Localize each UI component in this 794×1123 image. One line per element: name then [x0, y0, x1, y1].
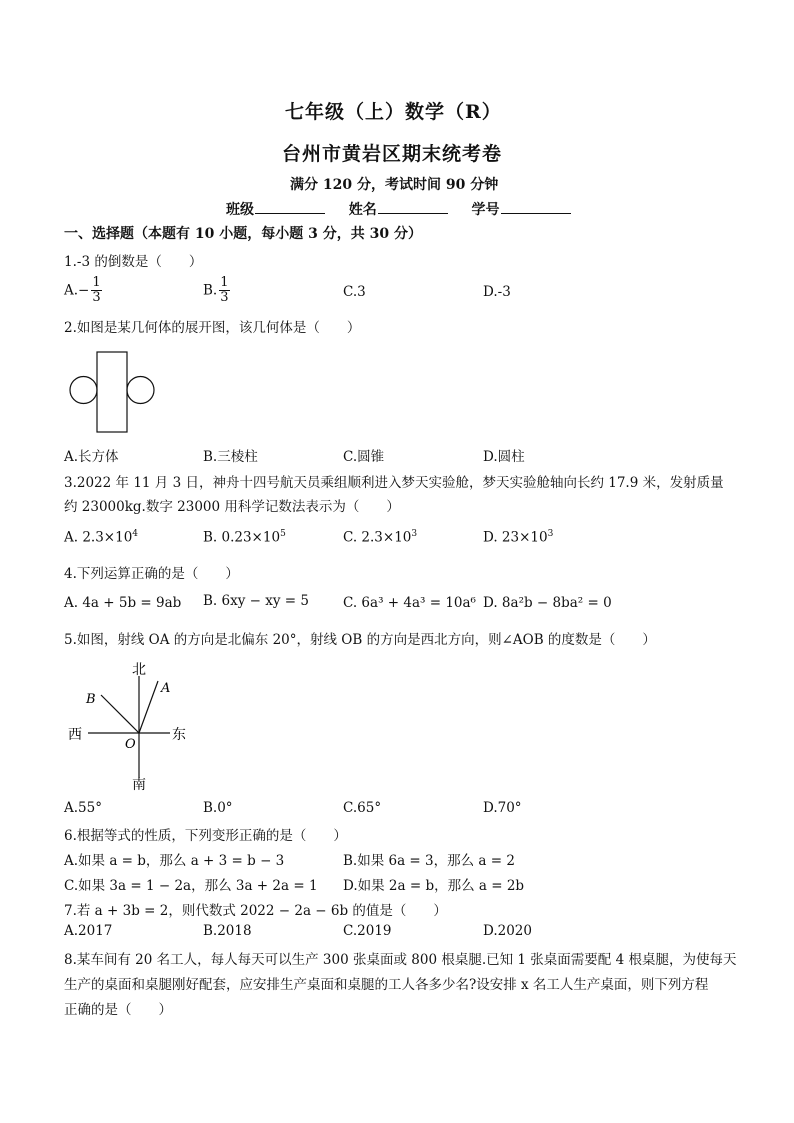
q3-option-c[interactable]: C. $2.3\times 10^3$ — [343, 529, 418, 546]
class-blank[interactable] — [255, 200, 325, 214]
west-label: 西 — [68, 727, 82, 743]
question-3-stem-line2: 约 23000kg.数字 23000 用科学记数法表示为（ ） — [64, 499, 400, 515]
question-8-stem-line3: 正确的是（ ） — [64, 1002, 172, 1018]
q2-option-a[interactable]: A.长方体 — [64, 449, 119, 465]
question-4-stem: 4.下列运算正确的是（ ） — [64, 566, 239, 582]
q7-option-b[interactable]: B.2018 — [203, 923, 252, 939]
q3-option-a[interactable]: A. $2.3\times 10^4$ — [64, 529, 139, 546]
question-5-stem: 5.如图，射线 OA 的方向是北偏东 20°，射线 OB 的方向是西北方向，则∠AOB 的度数是（ ） — [64, 632, 656, 648]
q5-option-d[interactable]: D.70° — [483, 800, 522, 816]
exam-title: 七年级（上）数学（R） — [285, 101, 502, 123]
north-label: 北 — [132, 662, 146, 678]
section-heading: 一、选择题（本题有 10 小题，每小题 3 分，共 30 分） — [64, 226, 422, 242]
question-2-stem: 2.如图是某几何体的展开图，该几何体是（ ） — [64, 320, 361, 336]
q1-option-b[interactable]: B. $\frac{1}{3}$ — [203, 275, 229, 305]
question-7-stem: 7.若 a + 3b = 2，则代数式 2022 − 2a − 6b 的值是（ ） — [64, 903, 447, 919]
q6-option-c[interactable]: C.如果 3a = 1 − 2a，那么 3a + 2a = 1 — [64, 878, 318, 894]
question-8-stem-line1: 8.某车间有 20 名工人，每人每天可以生产 300 张桌面或 800 根桌腿.已知 1 张桌面需要配 4 根桌腿，为使每天 — [64, 952, 737, 968]
q1-option-a[interactable]: A.− $\frac{1}{3}$ — [64, 275, 101, 305]
class-label: 班级 — [226, 202, 254, 218]
q1-option-c[interactable]: C.3 — [343, 284, 366, 300]
q7-option-a[interactable]: A.2017 — [64, 923, 113, 939]
q4-option-c[interactable]: C. 6a³ + 4a³ = 10a⁶ — [343, 595, 476, 611]
q5-option-a[interactable]: A.55° — [64, 800, 102, 816]
id-blank[interactable] — [501, 200, 571, 214]
cylinder-net-figure — [66, 348, 158, 436]
point-a-label: A — [161, 681, 171, 696]
q5-option-c[interactable]: C.65° — [343, 800, 382, 816]
east-label: 东 — [172, 727, 186, 743]
question-6-stem: 6.根据等式的性质，下列变形正确的是（ ） — [64, 828, 347, 844]
exam-subtitle: 台州市黄岩区期末统考卷 — [282, 143, 503, 165]
q3-option-b[interactable]: B. $0.23\times 10^5$ — [203, 529, 286, 546]
q4-option-d[interactable]: D. 8a²b − 8ba² = 0 — [483, 595, 612, 611]
point-o-label: O — [125, 737, 136, 752]
direction-figure — [64, 658, 194, 793]
q2-option-d[interactable]: D.圆柱 — [483, 449, 525, 465]
q6-option-d[interactable]: D.如果 2a = b，那么 a = 2b — [343, 878, 525, 894]
q5-option-b[interactable]: B.0° — [203, 800, 233, 816]
name-blank[interactable] — [378, 200, 448, 214]
question-1-stem: 1.-3 的倒数是（ ） — [64, 254, 203, 270]
q3-option-d[interactable]: D. $23\times 10^3$ — [483, 529, 554, 546]
q6-option-a[interactable]: A.如果 a = b，那么 a + 3 = b − 3 — [64, 853, 285, 869]
question-8-stem-line2: 生产的桌面和桌腿刚好配套，应安排生产桌面和桌腿的工人各多少名?设安排 x 名工人生产桌面，则下列方程 — [64, 977, 709, 993]
exam-meta: 满分 120 分，考试时间 90 分钟 — [290, 177, 499, 193]
q4-option-a[interactable]: A. 4a + 5b = 9ab — [64, 595, 182, 611]
q4-option-b[interactable]: B. 6xy − xy = 5 — [203, 593, 309, 609]
name-label: 姓名 — [348, 202, 377, 218]
fraction: $\frac{1}{3}$ — [92, 275, 101, 305]
q7-option-d[interactable]: D.2020 — [483, 923, 532, 939]
q6-option-b[interactable]: B.如果 6a = 3，那么 a = 2 — [343, 853, 515, 869]
id-label: 学号 — [471, 202, 500, 218]
south-label: 南 — [132, 777, 146, 793]
q2-option-c[interactable]: C.圆锥 — [343, 449, 385, 465]
point-b-label: B — [86, 692, 96, 707]
q7-option-c[interactable]: C.2019 — [343, 923, 392, 939]
q2-option-b[interactable]: B.三棱柱 — [203, 449, 258, 465]
student-info-line — [226, 199, 571, 219]
q1-option-d[interactable]: D.-3 — [483, 284, 511, 300]
question-3-stem-line1: 3.2022 年 11 月 3 日，神舟十四号航天员乘组顺利进入梦天实验舱，梦天实验舱轴向长约 17.9 米，发射质量 — [64, 475, 724, 491]
fraction: $\frac{1}{3}$ — [220, 275, 229, 305]
